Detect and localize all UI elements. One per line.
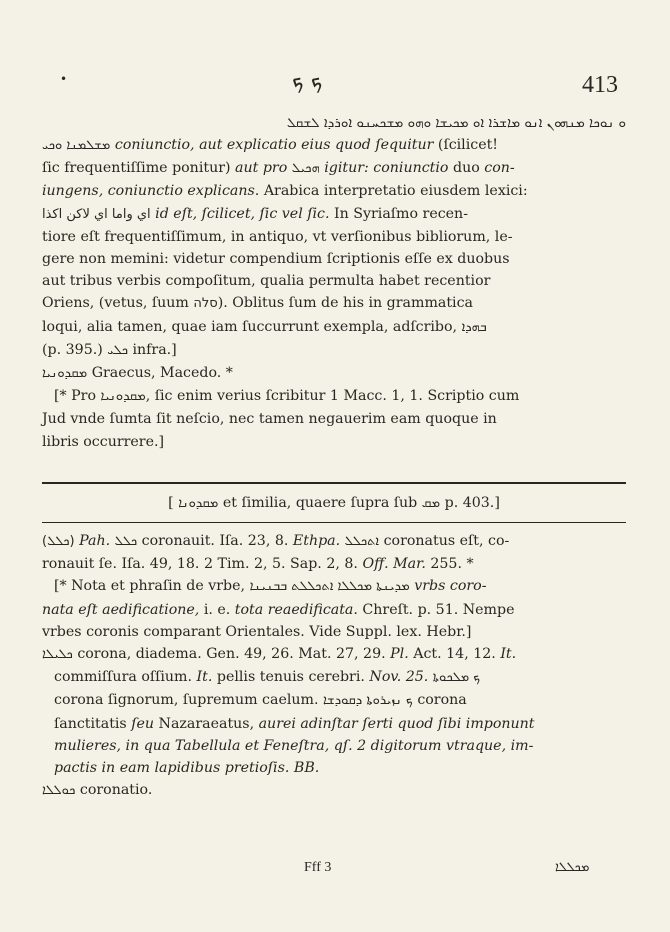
text-line: ronauit ſe. Iſa. 49, 18. 2 Tim. 2, 5. Sap. 2, 8. Off. Mar. 255. *	[42, 556, 474, 573]
text-line: ſic frequentiſſime ponitur) aut pro ܗܟܝܠ igitur: coniunctio duo con-	[42, 160, 515, 177]
note-line: [* Pro ܡܩܕܘܢܝܐ, ſic enim verius ſcribitur 1 Macc. 1, 1. Scriptio cum	[54, 388, 520, 405]
header-dot: •	[60, 72, 68, 86]
note-line: Jud vnde ſumta ſit neſcio, nec tamen negauerim eam quoque in	[42, 411, 497, 428]
entries-block	[42, 530, 626, 802]
section-rule	[42, 482, 626, 484]
text-line: corona ſignorum, ſupremum caelum. ܟ ܢܙܝܪܘܬܐ ܕܩܘܕܫܐ corona	[54, 692, 467, 709]
entry-headline: ܟܠܝܠܐ corona, diadema. Gen. 49, 26. Mat. 27, 29. Pl. Act. 14, 12. It.	[42, 646, 517, 663]
text-line: ſanctitatis ſeu Nazaraeatus, aurei adinſtar ſerti quod ſibi imponunt	[54, 715, 535, 732]
entry-kulala	[42, 779, 626, 802]
syriac-line: ܘ ܢܘܟܐ ܡܢܗܘܢ ܐܢܘ ܡܐܫܪܐ ܐܘ ܡܟܝܫܐ ܘܗܘ ܡܫܟܚܢܘ ܐܘܪܕܐ ܠܫܩܠ	[286, 115, 626, 131]
text-line: mulieres, in qua Tabellula et Feneſtra, qſ. 2 digitorum vtraque, im-	[54, 737, 534, 754]
headword: ܟܠܝܠܐ	[42, 647, 73, 663]
signature-mark: Fff 3	[304, 860, 332, 875]
entry-headline: ܡܩܕܘܢܝܐ Graecus, Macedo. *	[42, 365, 233, 382]
text-line: اي واما اي لاكن اكذا id eſt, ſcilicet, ſic vel ſic. In Syriaſmo recen-	[42, 205, 468, 222]
text-line: ܡܫܠܡܢܐ ܘܟܝ coniunctio, aut explicatio eius quod ſequitur (ſcilicet!	[42, 137, 498, 153]
text-line: aut tribus verbis compoſitum, qualia permulta habet recentior	[42, 273, 491, 290]
page-body	[42, 112, 626, 453]
headword: ܟܘܠܠܐ	[42, 783, 76, 799]
note-line: [* Nota et phraſin de vrbe, ܡܕܝܢܬܐ ܡܟܠܠܐ ܐܬܟܠܠܬ ܒܒܢܝܢܐ vrbs coro-	[54, 578, 487, 595]
text-line: loqui, alia tamen, quae iam ſuccurrunt exempla, adſcribo, ܒܗܕܐ	[42, 318, 487, 335]
text-line: gere non memini: videtur compendium ſcriptionis eſſe ex duobus	[42, 251, 510, 268]
note-line: vrbes coronis comparant Orientales. Vide Suppl. lex. Hebr.]	[42, 623, 472, 640]
running-header	[0, 68, 670, 108]
text-line: tiore eſt frequentiſſimum, in antiquo, vt verſionibus bibliorum, le-	[42, 228, 513, 245]
syriac-running-head: ܟ ܟ	[292, 68, 323, 93]
page-number: 413	[582, 72, 618, 98]
text-line: iungens, coniunctio explicans. Arabica interpretatio eiusdem lexici:	[42, 183, 528, 200]
entry-klila	[42, 643, 626, 779]
note-line: libris occurrere.]	[42, 433, 165, 450]
headword: ܡܩܕܘܢܝܐ	[42, 366, 88, 382]
text-line: Oriens, (vetus, ſuum סלה). Oblitus ſum de his in grammatica	[42, 295, 473, 312]
entry-kll	[42, 530, 626, 643]
crossref-block	[42, 492, 626, 515]
note-line: nata eſt aedificatione, i. e. tota reaedificata. Chreſt. p. 51. Nempe	[42, 601, 515, 618]
text-line: commiſſura oſſium. It. pellis tenuis cerebri. Nov. 25. ܟ ܡܠܟܘܬܐ	[54, 669, 481, 686]
crossref-line: [ ܡܩܕܘܢܐ et ſimilia, quaere ſupra ſub ܡܩ p. 403.]	[168, 495, 500, 511]
page-footer	[0, 860, 670, 890]
catchword: ܡܟܠܠܐ	[555, 860, 590, 875]
continued-entry	[42, 112, 626, 362]
root-word: (ܟܠܠ)	[42, 534, 75, 549]
entry-macedo	[42, 362, 626, 453]
text-line: (p. 395.) ܟܠܝ infra.]	[42, 341, 177, 358]
section-rule	[42, 522, 626, 523]
entry-headline: ܟܘܠܠܐ coronatio.	[42, 782, 153, 799]
text-line: pactis in eam lapidibus pretioſis. BB.	[54, 760, 320, 777]
entry-headline: (ܟܠܠ) Pah. ܟܠܠ coronauit. Iſa. 23, 8. Ethpa. ܐܬܟܠܠ coronatus eſt, co-	[42, 533, 510, 549]
